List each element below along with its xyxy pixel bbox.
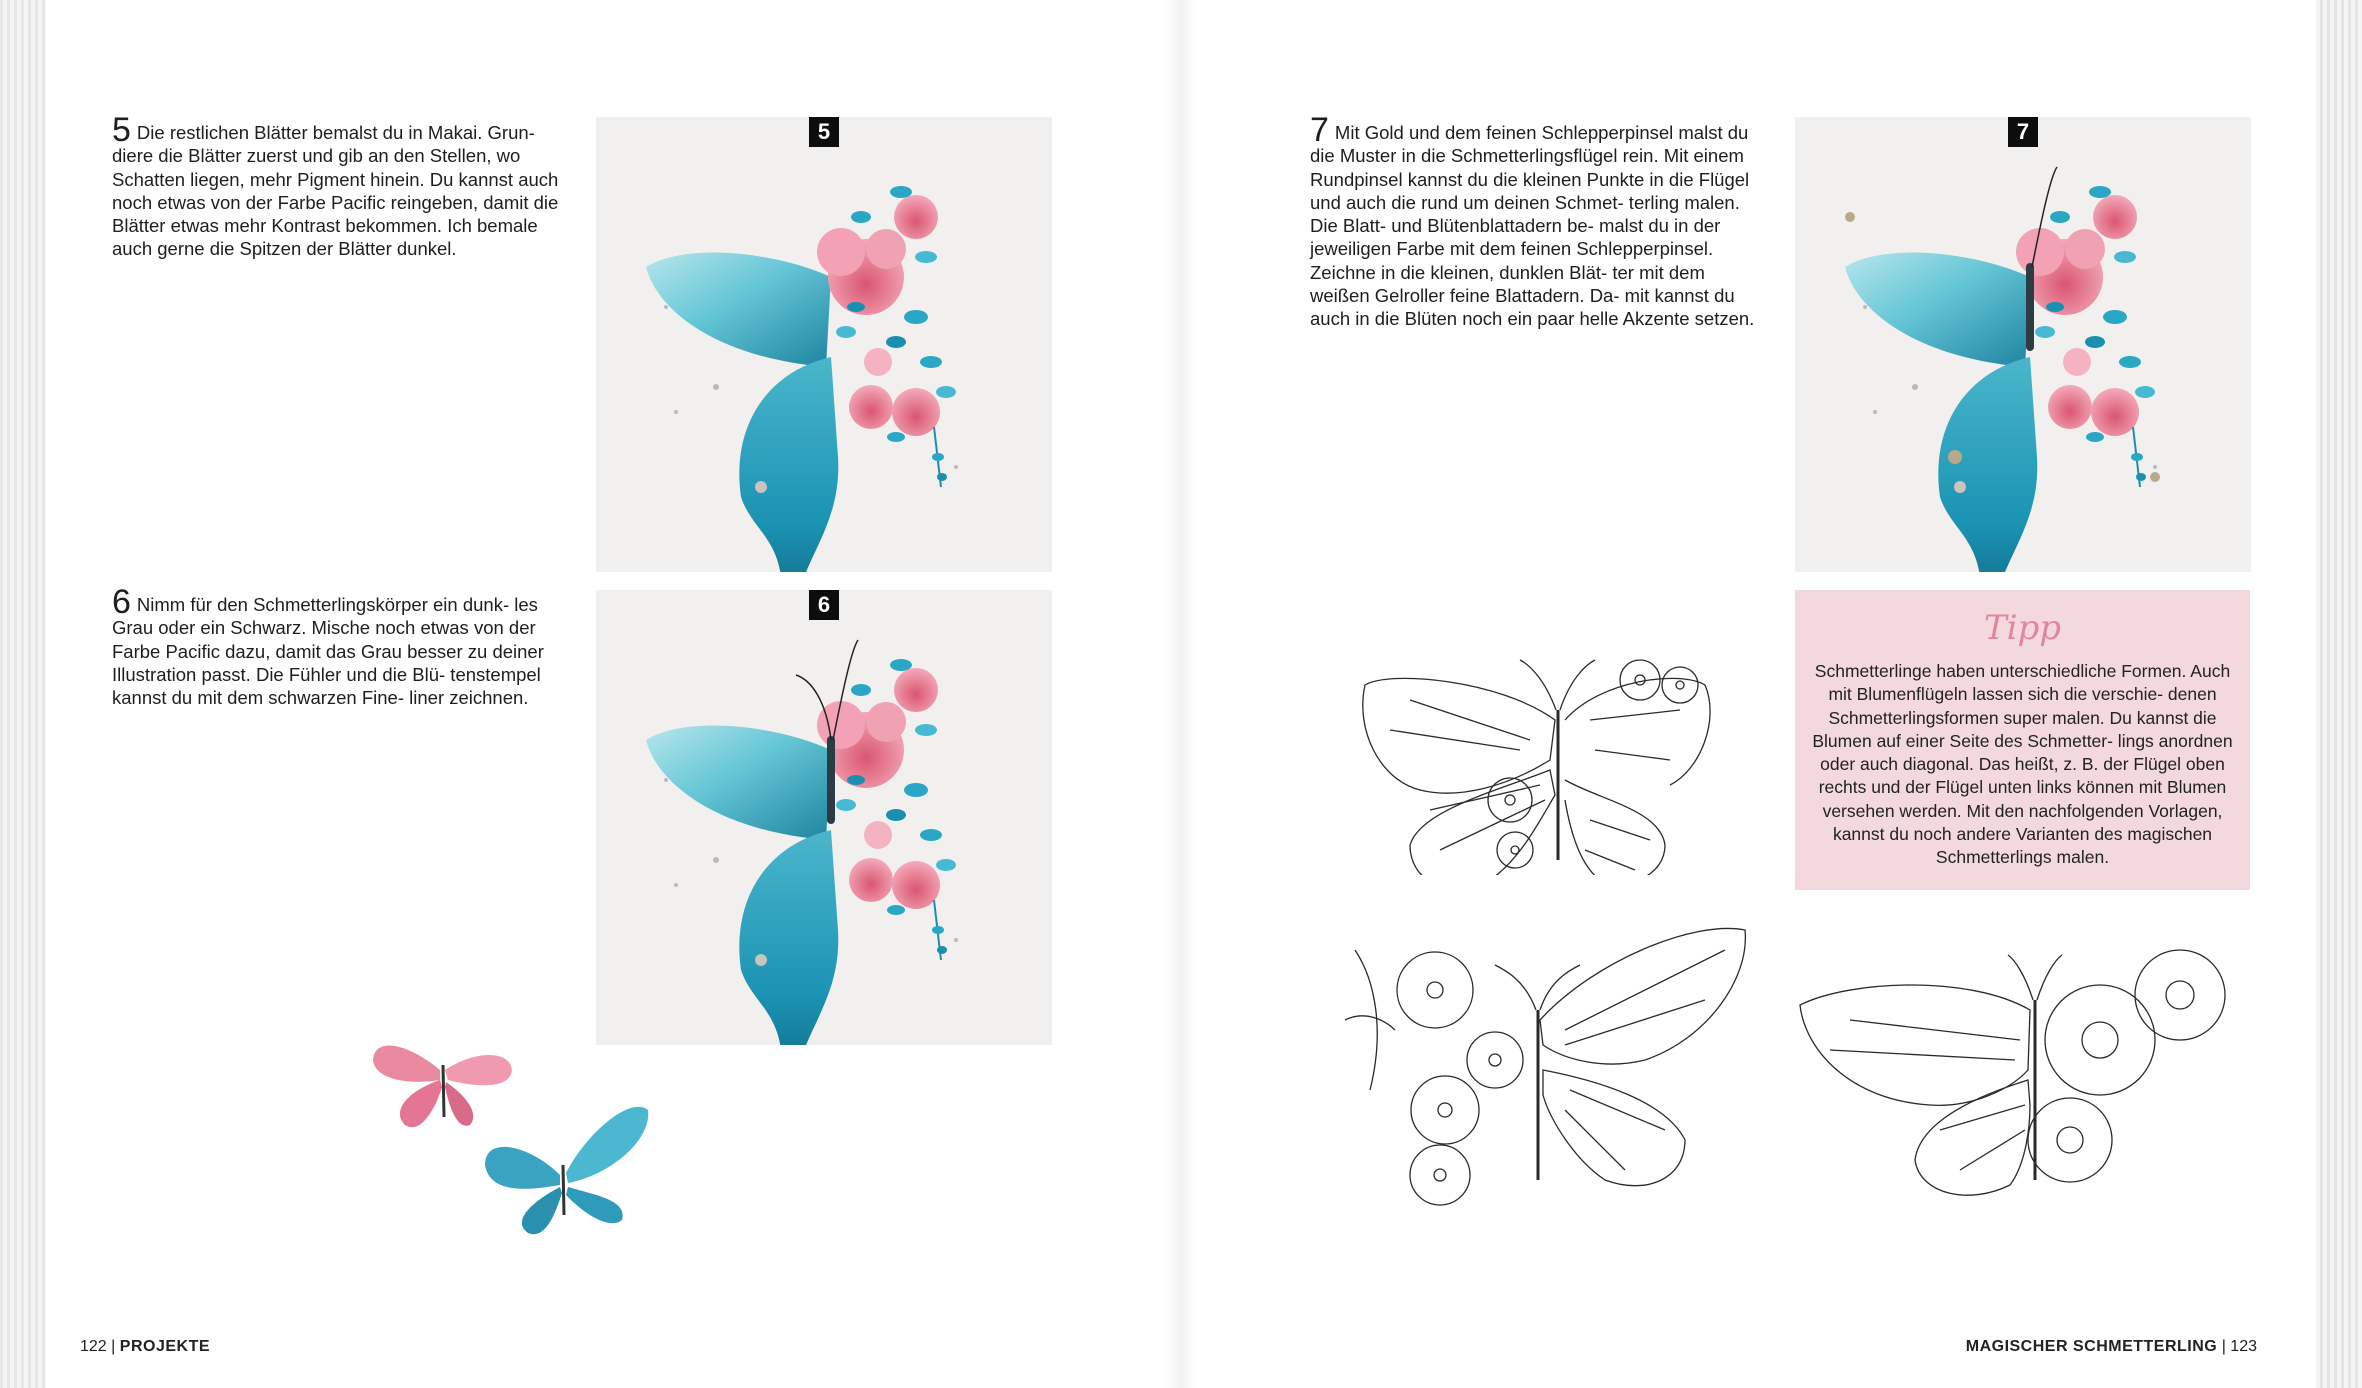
footer-divider-right: | xyxy=(2221,1338,2231,1355)
decorative-butterflies xyxy=(370,1025,660,1240)
step-6-badge: 6 xyxy=(809,590,839,620)
step-6-text: Nimm für den Schmetterlingskörper ein dunk- les Grau oder ein Schwarz. Mische noch etwas von der Farbe Pacific dazu, damit das Grau besser zu deiner Illustration passt. Die Fühler und die Blü- tenstempel kannst du mit dem schwarzen Fine- liner zeichnen. xyxy=(112,594,544,709)
paper-edge-left xyxy=(0,0,46,1388)
step-7-watercolor-butterfly xyxy=(1795,117,2251,572)
step-5-photo xyxy=(596,117,1052,572)
line-art-butterfly-3 xyxy=(1790,930,2250,1220)
tip-text: Schmetterlinge haben unterschiedliche Formen. Auch mit Blumenflügeln lassen sich die verschie- denen Schmetterlingsformen super malen. Du kannst die Blumen auf einer Seite des Schmetter- lings anordnen oder auch diagonal. Das heißt, z. B. der Flügel oben rechts und der Flügel unten links können mit Blumen versehen werden. Mit den nachfolgenden Vorlagen, kannst du noch andere Varianten des magischen Schmetterlings malen. xyxy=(1812,661,2233,868)
step-5-instructions xyxy=(112,111,570,261)
step-7-badge: 7 xyxy=(2008,117,2038,147)
tip-box xyxy=(1795,590,2250,890)
tip-title: Tipp xyxy=(1983,608,2062,648)
left-page-number: 122 xyxy=(80,1338,107,1355)
step-5-number: 5 xyxy=(112,111,131,149)
step-6-instructions xyxy=(112,583,560,709)
line-art-butterfly-flowers-right xyxy=(1330,600,1750,875)
step-7-number: 7 xyxy=(1310,111,1329,149)
footer-left xyxy=(80,1338,210,1356)
step-6-watercolor-butterfly xyxy=(596,590,1052,1045)
step-5-text: Die restlichen Blätter bemalst du in Makai. Grun- diere die Blätter zuerst und gib an den Stellen, wo Schatten liegen, mehr Pigment hinein. Du kannst auch noch etwas von der Farbe Pacific reingeben, damit die Blätter etwas mehr Kontrast bekommen. Ich bemale auch gerne die Spitzen der Blätter dunkel. xyxy=(112,122,559,260)
step-6-number: 6 xyxy=(112,583,131,621)
step-7-photo xyxy=(1795,117,2251,572)
line-art-butterfly-daisies xyxy=(1790,930,2250,1220)
line-art-butterfly-2 xyxy=(1325,910,1755,1220)
step-7-text: Mit Gold und dem feinen Schlepperpinsel malst du die Muster in die Schmetterlingsflügel rein. Mit einem Rundpinsel kannst du die kleinen Punkte in die Flügel und auch die rund um deinen Schmet- terling malen. Die Blatt- und Blütenblattadern be- malst du in der jeweiligen Farbe mit dem feinen Schlepperpinsel. Zeichne in die kleinen, dunklen Blät- ter mit dem weißen Gelroller feine Blattadern. Da- mit kannst du auch in die Blüten noch ein paar helle Akzente setzen. xyxy=(1310,122,1755,330)
right-section-label: MAGISCHER SCHMETTERLING xyxy=(1965,1338,2218,1355)
paper-edge-right xyxy=(2316,0,2362,1388)
step-5-badge: 5 xyxy=(809,117,839,147)
footer-right xyxy=(1966,1338,2257,1356)
line-art-butterfly-flowers-left xyxy=(1325,910,1755,1220)
step-5-watercolor-butterfly xyxy=(596,117,1052,572)
right-page-number: 123 xyxy=(2230,1338,2257,1355)
step-6-photo xyxy=(596,590,1052,1045)
left-section-label: PROJEKTE xyxy=(119,1338,211,1355)
line-art-butterfly-1 xyxy=(1330,600,1750,875)
footer-divider-left: | xyxy=(111,1338,120,1355)
book-gutter xyxy=(1165,0,1197,1388)
small-watercolor-butterflies xyxy=(370,1025,660,1240)
step-7-instructions xyxy=(1310,111,1765,331)
